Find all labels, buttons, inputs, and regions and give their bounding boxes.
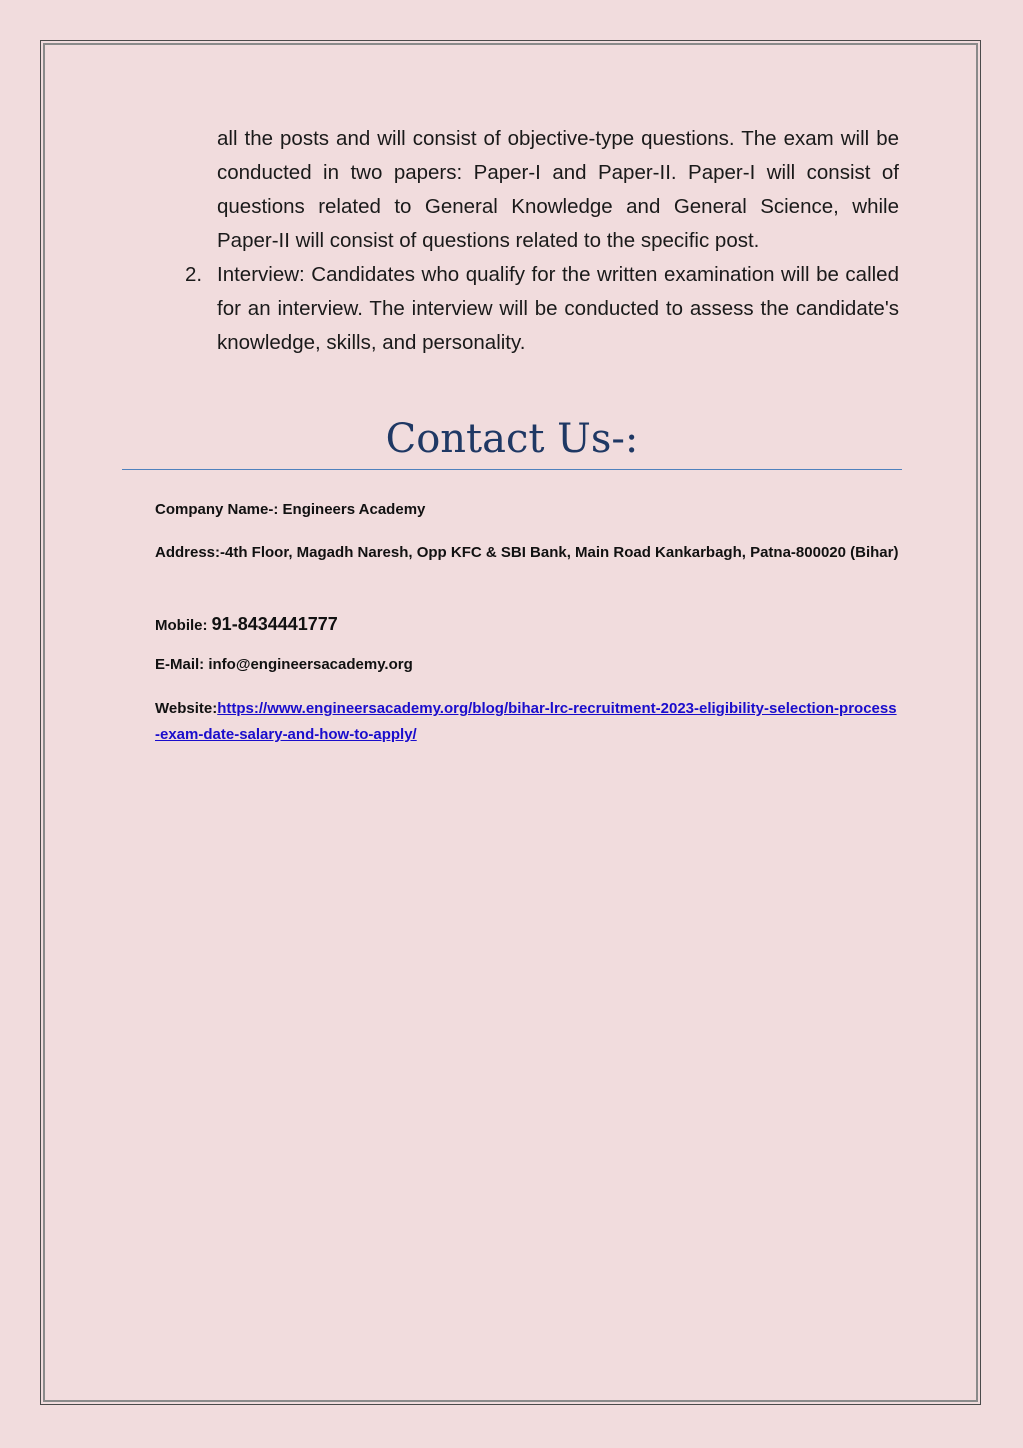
contact-heading: Contact Us-: [385, 416, 639, 462]
address-label: Address:- [155, 544, 226, 561]
mobile-label: Mobile: [155, 617, 212, 634]
paragraph-continuation: all the posts and will consist of objective-type questions. The exam will be conducted in two papers: Paper-I and Paper-II. Paper-I will consist of questions related to General Knowledge and General Science, while Paper-II will consist of questions related to the specific post. [217, 127, 899, 252]
address-value: 4th Floor, Magadh Naresh, Opp KFC & SBI Bank, Main Road Kankarbagh, Patna-800020 (Bihar) [225, 544, 899, 561]
company-value: Engineers Academy [282, 501, 426, 518]
website-line [155, 696, 900, 748]
email-line [155, 652, 900, 678]
address-line [155, 540, 900, 566]
body-text [185, 122, 899, 360]
company-line [155, 497, 900, 523]
list-item-text: Interview: Candidates who qualify for the written examination will be called for an interview. The interview will be conducted to assess the candidate's knowledge, skills, and personality. [217, 263, 899, 354]
mobile-line [155, 611, 900, 639]
heading-rule [122, 469, 902, 470]
email-label: E-Mail: [155, 656, 209, 673]
website-link[interactable]: https://www.engineersacademy.org/blog/bihar-lrc-recruitment-2023-eligibility-selection-process-exam-date-salary-and-how-to-apply/ [155, 700, 897, 743]
email-value: info@engineersacademy.org [208, 656, 413, 673]
company-label: Company Name-: [155, 501, 283, 518]
list-item-number: 2. [185, 263, 203, 286]
website-label: Website: [155, 700, 218, 717]
list-item-interview [185, 258, 899, 360]
mobile-value: 91-8434441777 [211, 614, 338, 634]
